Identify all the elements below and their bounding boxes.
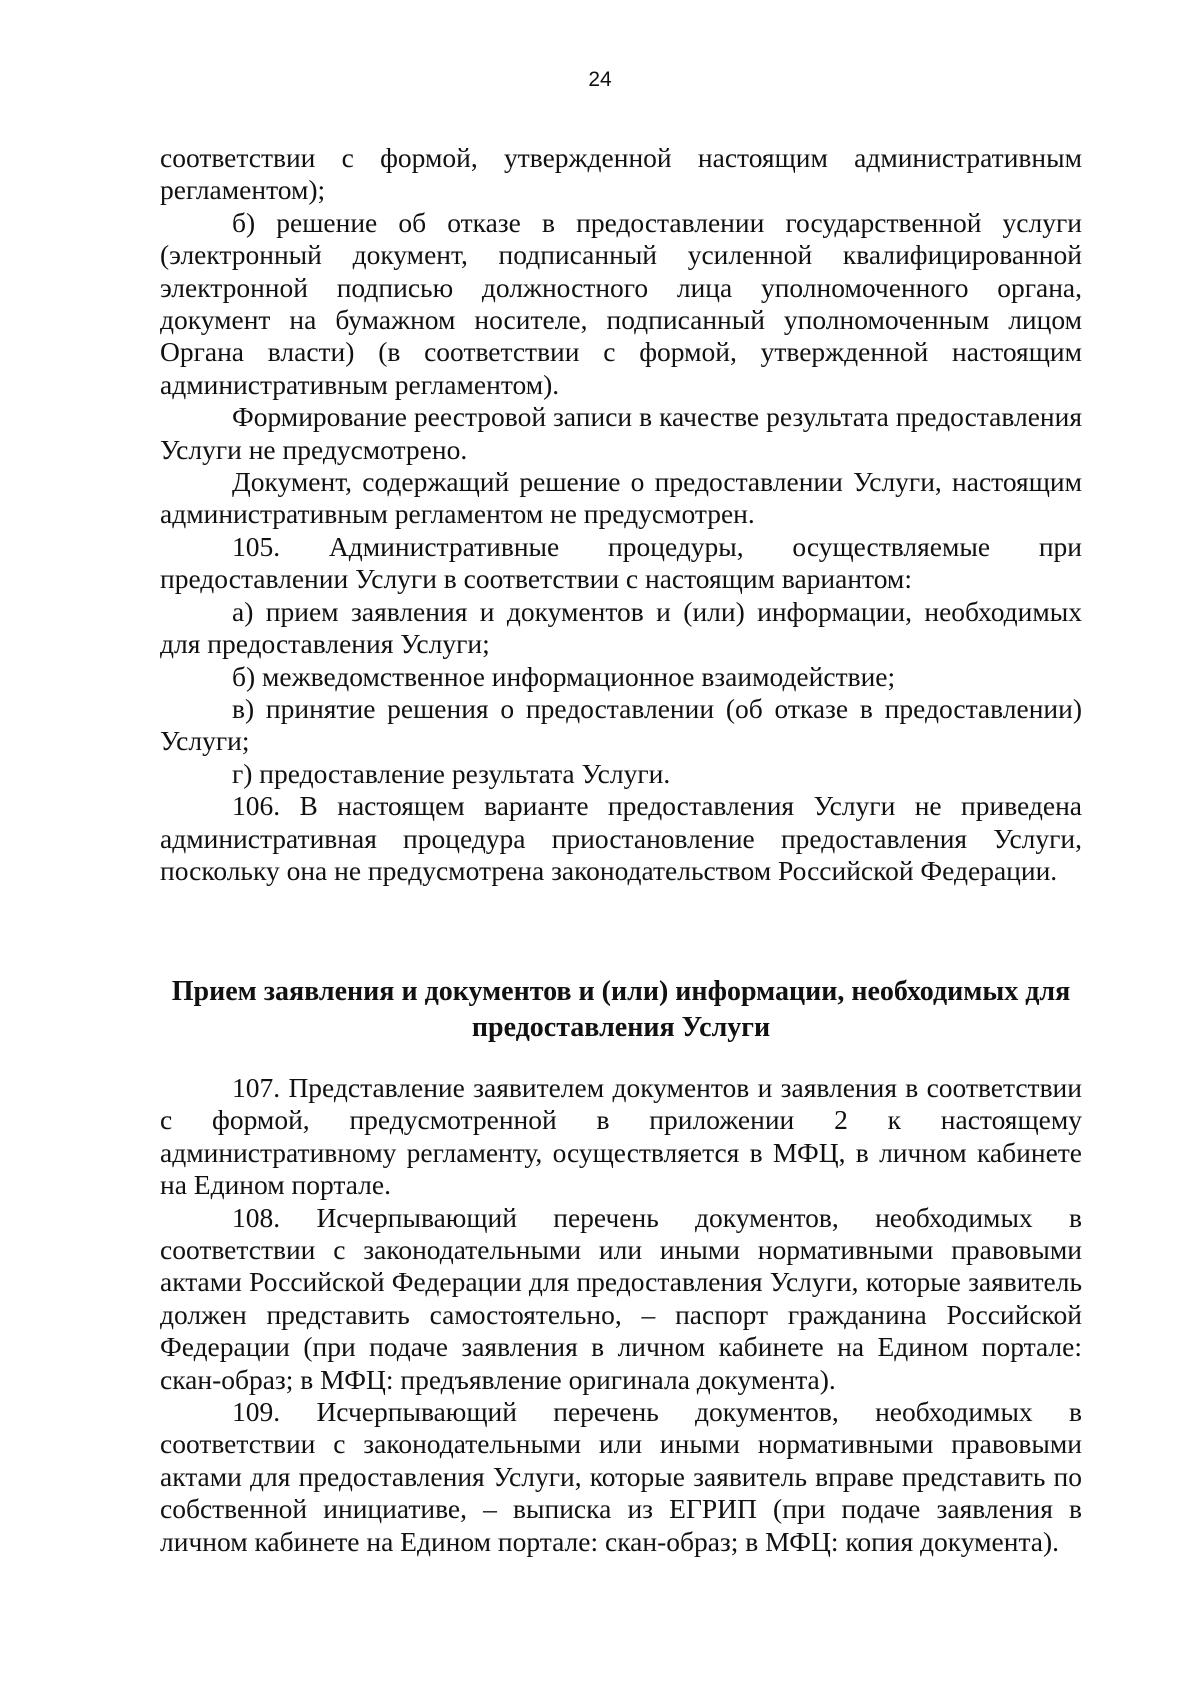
section-heading-line-2: предоставления Услуги xyxy=(471,1012,771,1043)
paragraph: 109. Исчерпывающий перечень документов, необходимых в соответствии с законодательными или иными нормативными правовыми актами для предоставления Услуги, которые заявитель вправе представить по собственной инициативе, – выписка из ЕГРИП (при подаче заявления в личном кабинете на Едином портале: скан-образ; в МФЦ: копия документа). xyxy=(160,1396,1082,1557)
paragraph: Документ, содержащий решение о предоставлении Услуги, настоящим административным регламентом не предусмотрен. xyxy=(160,466,1082,530)
body-text-top xyxy=(160,142,1082,887)
page-number: 24 xyxy=(588,68,612,91)
paragraph: соответствии с формой, утвержденной настоящим административным регламентом); xyxy=(160,142,1082,206)
paragraph: 107. Представление заявителем документов и заявления в соответствии с формой, предусмотренной в приложении 2 к настоящему административному регламенту, осуществляется в МФЦ, в личном кабинете на Едином портале. xyxy=(160,1072,1082,1201)
section-heading-line-1: Прием заявления и документов и (или) информации, необходимых для xyxy=(171,976,1071,1007)
paragraph: 106. В настоящем варианте предоставления Услуги не приведена административная процедура приостановление предоставления Услуги, поскольку она не предусмотрена законодательством Российской Федерации. xyxy=(160,790,1082,886)
paragraph: 108. Исчерпывающий перечень документов, необходимых в соответствии с законодательными или иными нормативными правовыми актами Российской Федерации для предоставления Услуги, которые заявитель должен представить самостоятельно, – паспорт гражданина Российской Федерации (при подаче заявления в личном кабинете на Едином портале: скан-образ; в МФЦ: предъявление оригинала документа). xyxy=(160,1201,1082,1395)
paragraph: в) принятие решения о предоставлении (об отказе в предоставлении) Услуги; xyxy=(160,692,1082,757)
paragraph: б) решение об отказе в предоставлении государственной услуги (электронный документ, подписанный усиленной квалифицированной электронной подписью должностного лица уполномоченного органа, документ на бумажном носителе, подписанный уполномоченным лицом Органа власти) (в соответствии с формой, утвержденной настоящим административным регламентом). xyxy=(160,206,1082,400)
body-text-bottom xyxy=(160,1072,1082,1558)
paragraph: а) прием заявления и документов и (или) информации, необходимых для предоставления Услуги; xyxy=(160,595,1082,660)
paragraph: 105. Административные процедуры, осуществляемые при предоставлении Услуги в соответствии с настоящим вариантом: xyxy=(160,530,1082,595)
paragraph: г) предоставление результата Услуги. xyxy=(232,757,671,789)
paragraph: Формирование реестровой записи в качестве результата предоставления Услуги не предусмотрено. xyxy=(160,401,1082,465)
section-heading xyxy=(160,974,1082,1046)
paragraph: б) межведомственное информационное взаимодействие; xyxy=(232,660,896,692)
